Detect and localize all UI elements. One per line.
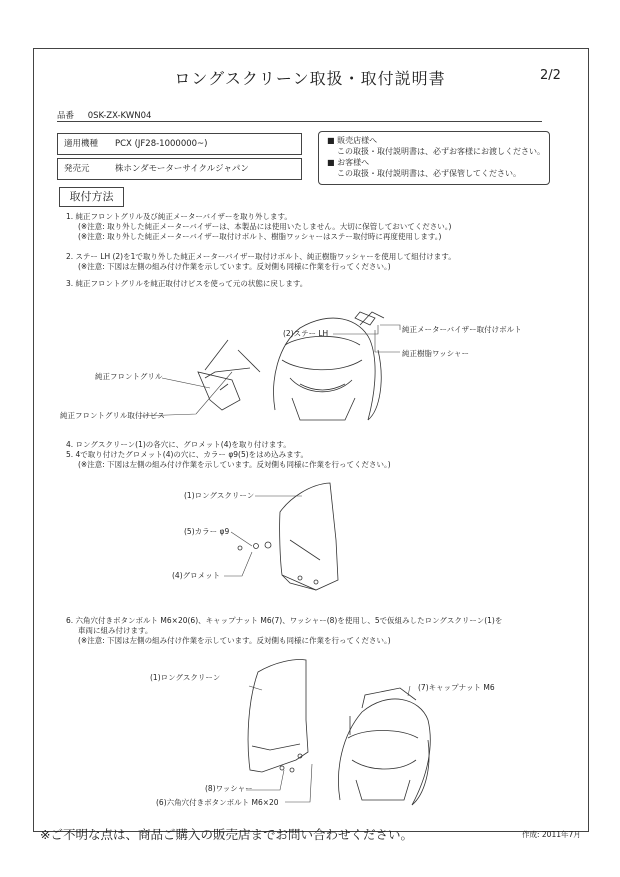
step-6: 6. 六角穴付きボタンボルト M6×20(6)、キャップナット M6(7)、ワッシャー(8)を使用し、5で仮組みしたロングスクリーン(1)を — [66, 616, 503, 625]
callout-long-screen-1: (1)ロングスクリーン — [184, 491, 255, 500]
model-value: PCX (JF28-1000000~) — [115, 139, 208, 149]
leader-lines — [140, 325, 410, 802]
scooter-front-illustration-2 — [338, 688, 430, 805]
customer-heading: ■ お客様へ — [327, 158, 370, 167]
step-1-note-2: (※注意: 取り外した純正メーターバイザー取付けボルト、樹脂ワッシャーはステー取付時に再度使用します。) — [78, 232, 442, 241]
callout-grommet: (4)グロメット — [172, 571, 221, 580]
screen-illustration-2 — [248, 660, 308, 773]
customer-text: この取扱・取付説明書は、必ず保管してください。 — [337, 169, 521, 178]
step-3: 3. 純正フロントグリルを純正取付けビスを使って元の状態に戻します。 — [66, 279, 308, 288]
step-4: 4. ロングスクリーン(1)の各穴に、グロメット(4)を取り付けます。 — [66, 440, 291, 449]
step-1: 1. 純正フロントグリル及び純正メーターバイザーを取り外します。 — [66, 212, 292, 221]
page-number: 2/2 — [540, 68, 561, 83]
callout-cap-nut: (7)キャップナット M6 — [418, 683, 495, 692]
store-heading: ■ 販売店様へ — [327, 136, 378, 145]
callout-washer: (8)ワッシャー — [205, 784, 253, 793]
part-number-label: 品番 — [57, 111, 75, 121]
step-6-note: (※注意: 下図は左側の組み付け作業を示しています。反対側も同様に作業を行ってください。) — [78, 636, 391, 645]
created-date: 作成: 2011年7月 — [522, 830, 581, 839]
callout-stay-lh: (2)ステー LH — [283, 329, 329, 338]
callout-front-grill: 純正フロントグリル — [95, 372, 163, 381]
callout-resin-washer: 純正樹脂ワッシャー — [402, 349, 469, 358]
step-45-note: (※注意: 下図は左側の組み付け作業を示しています。反対側も同様に作業を行ってください。) — [78, 460, 391, 469]
step-2: 2. ステー LH (2)を1で取り外した純正メーターバイザー取付けボルト、純正樹脂ワッシャーを使用して組付けます。 — [66, 252, 456, 261]
front-grill-illustration — [198, 340, 260, 410]
seller-value: 株ホンダモーターサイクルジャパン — [115, 164, 249, 174]
step-6-cont: 車両に組み付けます。 — [78, 626, 153, 635]
inquiry-footer: ※ご不明な点は、商品ご購入の販売店までお問い合わせください。 — [40, 827, 413, 842]
document-title: ロングスクリーン取扱・取付説明書 — [174, 69, 446, 88]
store-text: この取扱・取付説明書は、必ずお客様にお渡しください。 — [337, 147, 545, 156]
method-heading: 取付方法 — [59, 187, 124, 207]
callout-long-screen-2: (1)ロングスクリーン — [150, 673, 221, 682]
callout-collar: (5)カラー φ9 — [184, 527, 230, 536]
step-1-note-1: (※注意: 取り外した純正メーターバイザーは、本製品には使用いたしません。大切に保管しておいてください。) — [78, 222, 452, 231]
seller-label: 発売元 — [64, 164, 90, 174]
callout-button-bolt: (6)六角穴付きボタンボルト M6×20 — [156, 798, 279, 807]
step-5: 5. 4で取り付けたグロメット(4)の穴に、カラー φ9(5)をはめ込みます。 — [66, 450, 309, 459]
model-label: 適用機種 — [64, 139, 99, 149]
step-2-note: (※注意: 下図は左側の組み付け作業を示しています。反対側も同様に作業を行ってください。) — [78, 262, 391, 271]
callout-grill-screw: 純正フロントグリル取付けビス — [60, 411, 165, 420]
callout-visor-bolt: 純正メーターバイザー取付けボルト — [402, 325, 522, 334]
part-number-value: 0SK-ZX-KWN04 — [87, 111, 152, 121]
